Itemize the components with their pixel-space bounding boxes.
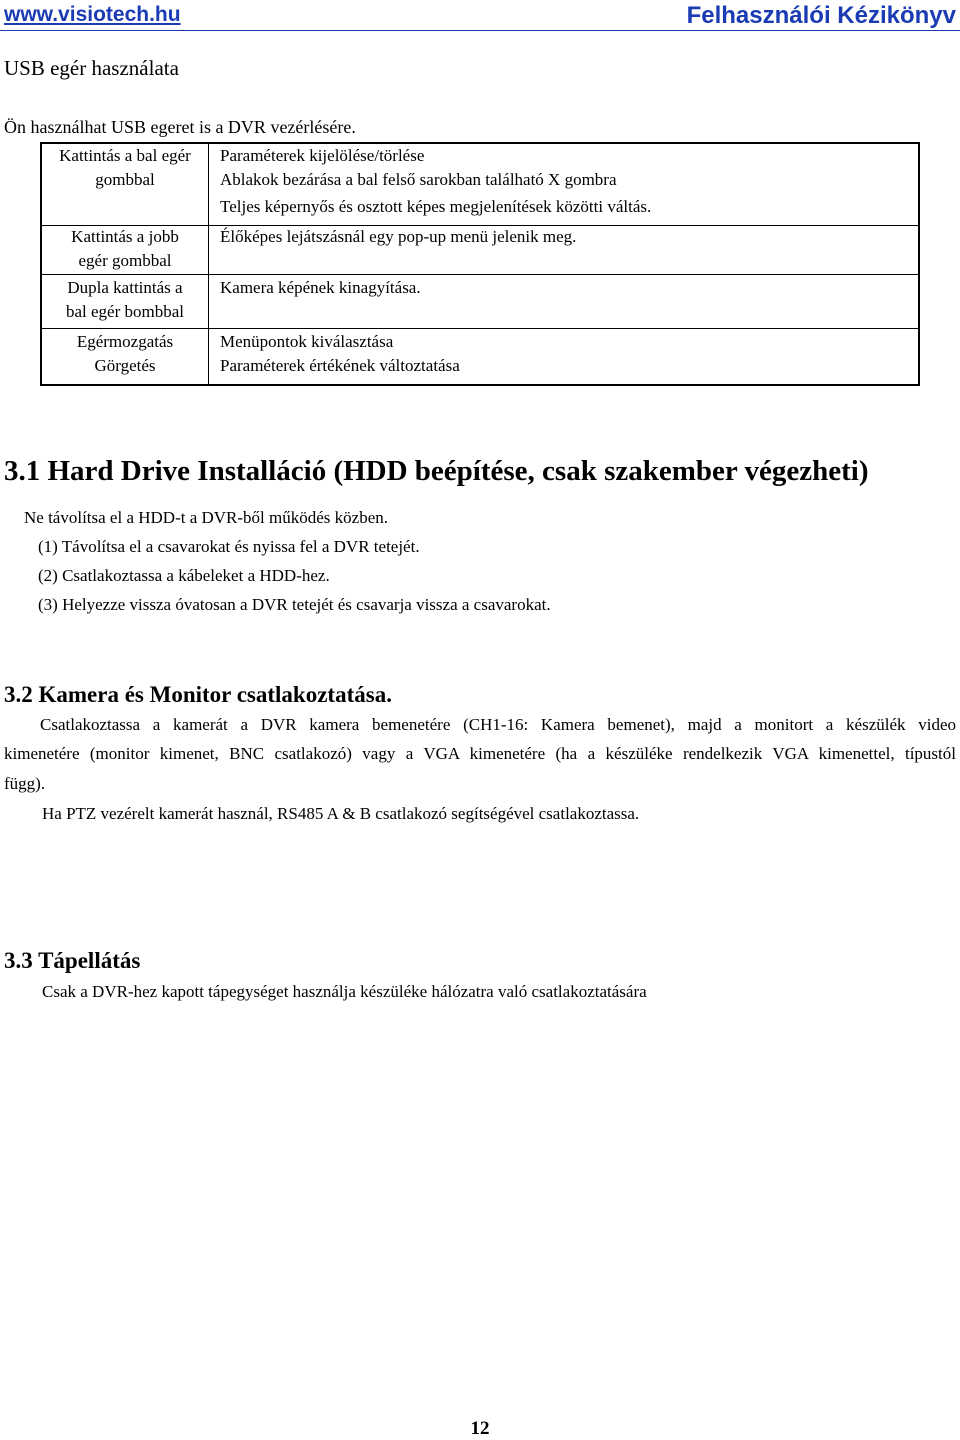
manual-title: Felhasználói Kézikönyv [686,2,956,29]
mouse-table [40,142,920,386]
hdd-step: (1) Távolítsa el a csavarokat és nyissa fel a DVR tetejét. [38,537,420,556]
table-row-divider [42,274,918,275]
site-link[interactable]: www.visiotech.hu [4,3,181,26]
header-rule [0,30,960,31]
power-text: Csak a DVR-hez kapott tápegységet használja készüléke hálózatra való csatlakoztatására [42,982,647,1001]
table-row-description: Élőképes lejátszásnál egy pop-up menü jelenik meg. [220,227,577,246]
usb-intro: Ön használhat USB egeret is a DVR vezérlésére. [4,117,356,137]
table-row-action: Dupla kattintás a bal egér bombbal [65,278,184,321]
hdd-section-title: 3.1 Hard Drive Installáció (HDD beépítése, csak szakember végezheti) [4,455,869,487]
page-number: 12 [470,1418,490,1439]
table-divider [208,144,209,384]
table-row-action: Kattintás a jobb egér gombbal [71,227,179,270]
table-row-action: Kattintás a bal egér gombbal [59,146,191,189]
ptz-note: Ha PTZ vezérelt kamerát használ, RS485 A & B csatlakozó segítségével csatlakoztassa. [42,804,640,823]
hdd-step: (3) Helyezze vissza óvatosan a DVR tetejét és csavarja vissza a csavarokat. [38,595,551,614]
table-row-description: Menüpontok kiválasztása Paraméterek értékének változtatása [220,332,460,375]
table-row-divider [42,328,918,329]
table-row-action: Egérmozgatás Görgetés [76,332,174,375]
power-section-title: 3.3 Tápellátás [4,948,141,973]
hdd-warning: Ne távolítsa el a HDD-t a DVR-ből működés közben. [24,508,388,527]
table-row-description: Kamera képének kinagyítása. [220,278,421,297]
hdd-step: (2) Csatlakoztassa a kábeleket a HDD-hez. [38,566,330,585]
camera-section-title: 3.2 Kamera és Monitor csatlakoztatása. [4,682,392,707]
usb-section-title: USB egér használata [4,56,179,80]
table-row-description: Paraméterek kijelölése/törlése Ablakok bezárása a bal felső sarokban található X gombra Teljes képernyős és osztott képes megjelenítések közötti váltás. [220,146,652,216]
